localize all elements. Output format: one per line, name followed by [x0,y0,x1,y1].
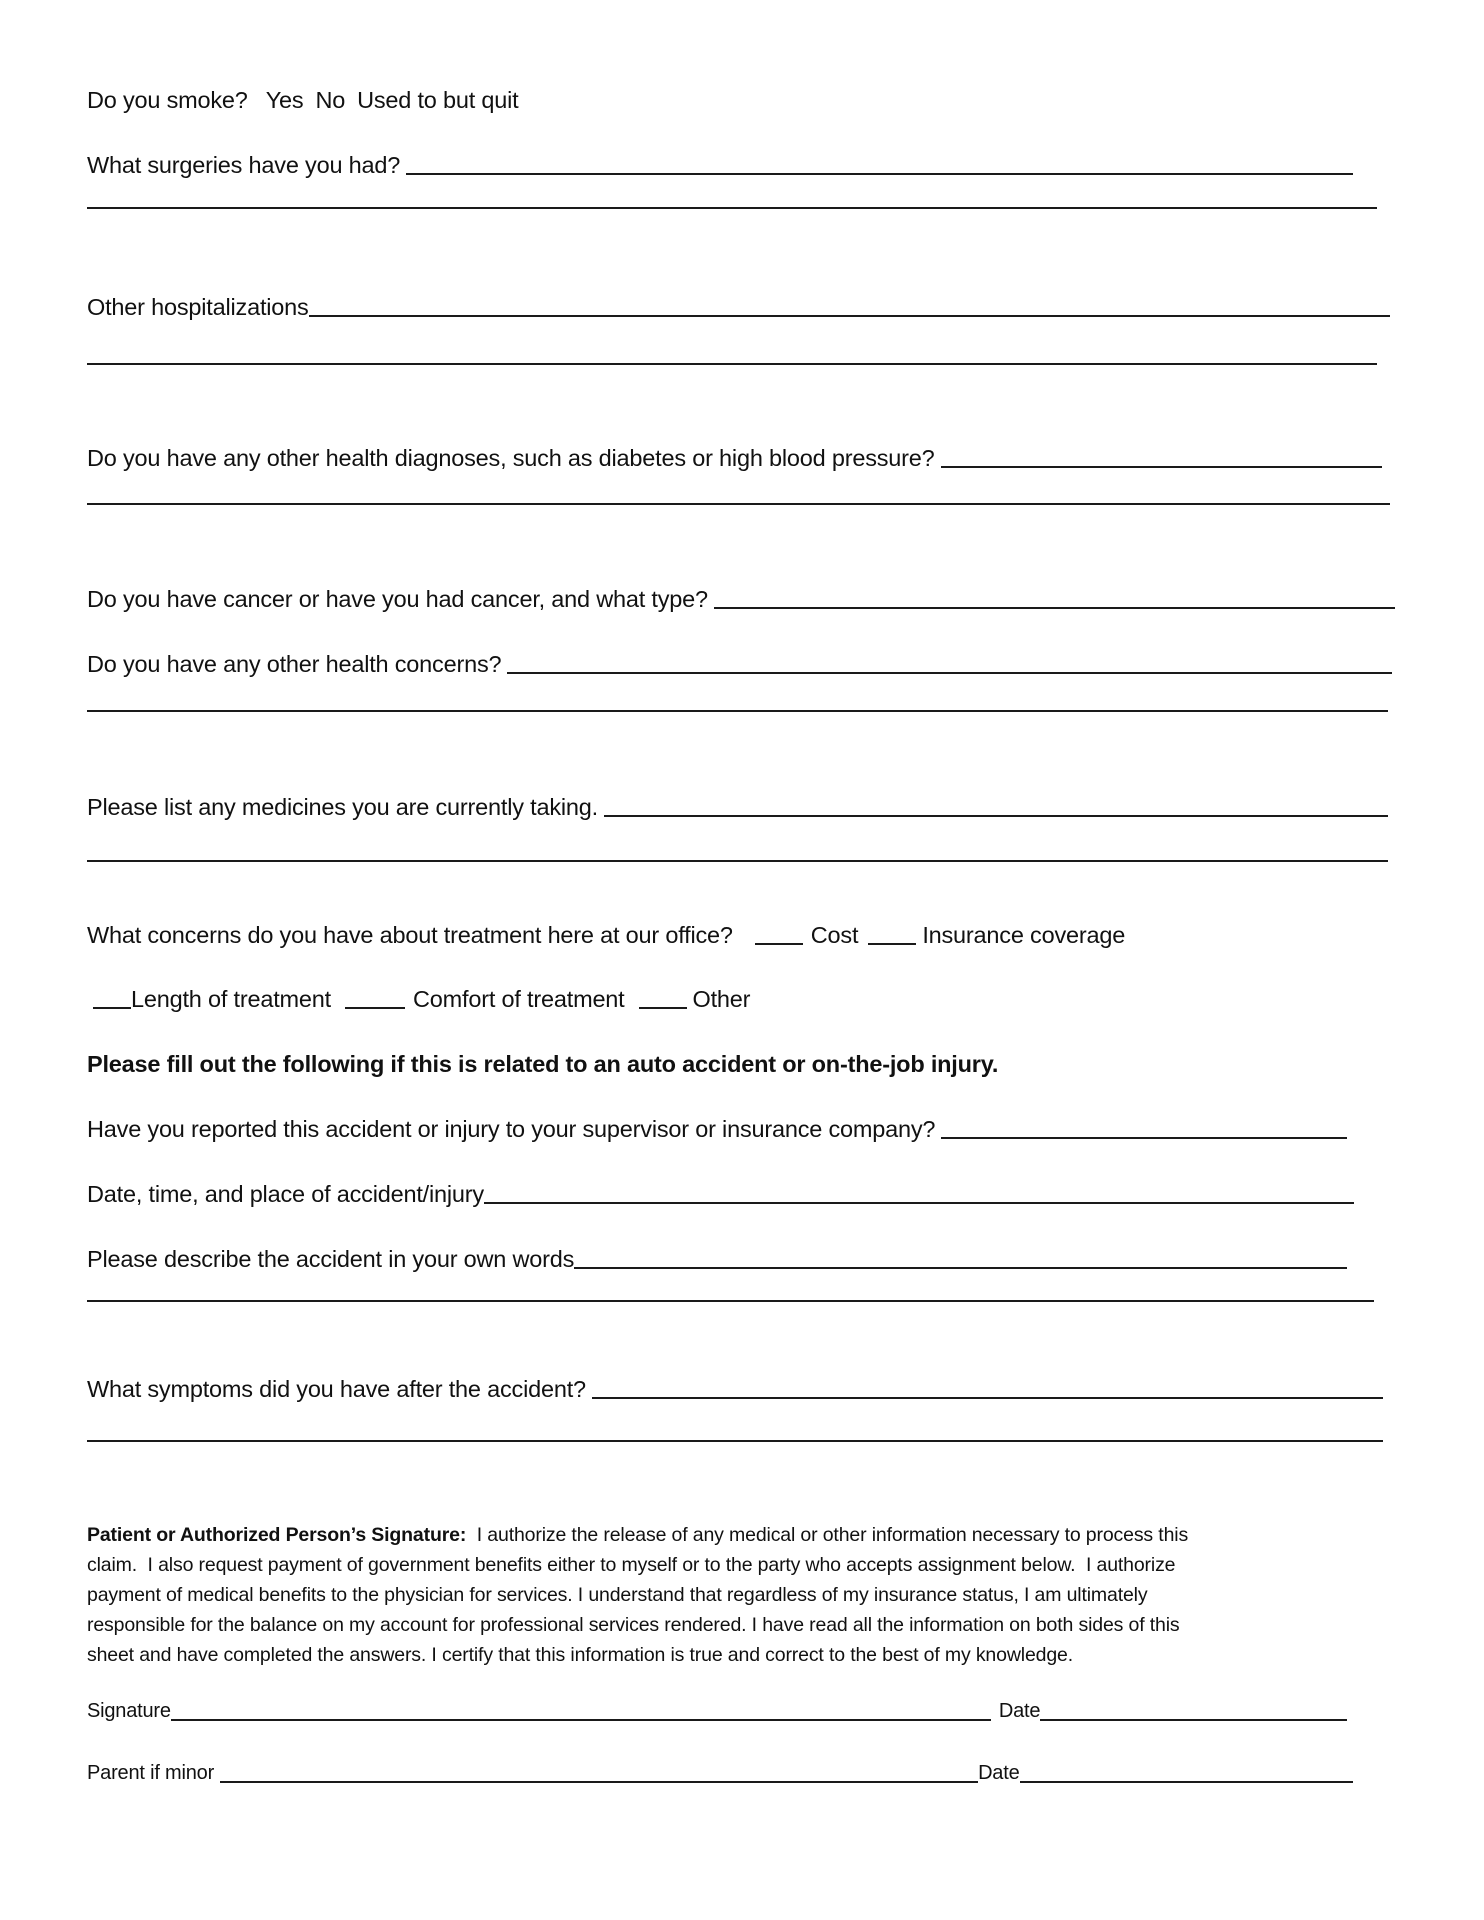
cost-check-line[interactable] [755,943,803,945]
cancer-label: Do you have cancer or have you had cancer, and what type? [87,586,708,612]
health-concerns-extra-line-row [87,710,1388,716]
comfort-check-line[interactable] [345,1007,405,1009]
parent-date-input-line[interactable] [1020,1781,1353,1783]
diagnoses-field [87,444,1382,472]
length-of-treatment-option: Length of treatment [131,986,332,1012]
medicines-field [87,793,1388,821]
date-place-label: Date, time, and place of accident/injury [87,1181,484,1207]
medicines-extra-line-row [87,860,1388,866]
smoke-label: Do you smoke? [87,87,248,113]
authorization-line-5: sheet and have completed the answers. I certify that this information is true and correct to the best of my knowledge. [87,1644,1073,1666]
signature-label: Signature [87,1700,171,1722]
diagnoses-label: Do you have any other health diagnoses, such as diabetes or high blood pressure? [87,445,935,471]
hospitalizations-field [87,293,1390,321]
health-concerns-field [87,650,1392,678]
surgeries-field [87,151,1353,179]
date-place-input-line[interactable] [484,1202,1354,1204]
hospitalizations-input-line[interactable] [309,315,1390,317]
hospitalizations-input-line-2[interactable] [87,363,1377,365]
cancer-field [87,585,1395,613]
authorization-line-1 [87,1520,1392,1550]
health-concerns-label: Do you have any other health concerns? [87,651,502,677]
accident-section-heading [87,1050,998,1078]
smoke-option-quit[interactable]: Used to but quit [357,87,519,113]
signature-date-input-line[interactable] [1040,1719,1347,1721]
symptoms-label: What symptoms did you have after the accident? [87,1376,586,1402]
treatment-concerns-row-2 [93,985,750,1013]
describe-input-line-2[interactable] [87,1300,1374,1302]
describe-input-line[interactable] [574,1267,1347,1269]
surgeries-input-line-2[interactable] [87,207,1377,209]
authorization-paragraph [87,1520,1392,1670]
surgeries-extra-line-row [87,207,1377,213]
other-check-line[interactable] [639,1007,687,1009]
parent-date-label: Date [978,1762,1020,1784]
symptoms-extra-line-row [87,1440,1383,1446]
authorization-line-4: responsible for the balance on my account for professional services rendered. I have read all the information on both sides of this [87,1614,1180,1636]
length-check-line[interactable] [93,1007,131,1009]
comfort-of-treatment-option: Comfort of treatment [413,986,625,1012]
treatment-concerns-label: What concerns do you have about treatment here at our office? [87,922,733,948]
symptoms-field [87,1375,1383,1403]
cancer-input-line[interactable] [714,607,1395,609]
reported-label: Have you reported this accident or injury to your supervisor or insurance company? [87,1116,936,1142]
diagnoses-input-line[interactable] [941,466,1382,468]
other-option: Other [692,986,751,1012]
diagnoses-extra-line-row [87,503,1390,509]
health-concerns-input-line[interactable] [507,672,1392,674]
smoke-option-yes[interactable]: Yes [265,87,304,113]
describe-extra-line-row [87,1300,1374,1306]
describe-field [87,1245,1347,1273]
hospitalizations-label: Other hospitalizations [87,294,309,320]
insurance-check-line[interactable] [868,943,916,945]
medicines-input-line-2[interactable] [87,860,1388,862]
parent-label: Parent if minor [87,1762,215,1784]
hospitalizations-extra-line-row [87,363,1377,369]
accident-heading-text: Please fill out the following if this is related to an auto accident or on-the-job injury. [87,1051,999,1077]
health-concerns-input-line-2[interactable] [87,710,1388,712]
parent-input-line[interactable] [220,1781,978,1783]
reported-input-line[interactable] [941,1137,1347,1139]
authorization-title: Patient or Authorized Person’s Signature: [87,1524,467,1546]
date-place-field [87,1180,1354,1208]
surgeries-label: What surgeries have you had? [87,152,401,178]
signature-input-line[interactable] [171,1719,991,1721]
authorization-line-2: claim. I also request payment of government benefits either to myself or to the party who accepts assignment below. I authorize [87,1554,1176,1576]
smoke-question [87,86,518,114]
treatment-concerns-row-1 [87,921,1125,949]
medicines-input-line[interactable] [604,815,1388,817]
authorization-text-1: I authorize the release of any medical or other information necessary to process this [476,1524,1189,1546]
surgeries-input-line[interactable] [406,173,1353,175]
insurance-coverage-option: Insurance coverage [922,922,1126,948]
smoke-option-no[interactable]: No [315,87,346,113]
symptoms-input-line[interactable] [592,1397,1383,1399]
signature-row [87,1697,1347,1725]
signature-date-label: Date [998,1700,1041,1722]
authorization-line-3: payment of medical benefits to the physician for services. I understand that regardless of my insurance status, I am ultimately [87,1584,1148,1606]
reported-field [87,1115,1347,1143]
cost-option: Cost [810,922,859,948]
symptoms-input-line-2[interactable] [87,1440,1383,1442]
diagnoses-input-line-2[interactable] [87,503,1390,505]
medicines-label: Please list any medicines you are currently taking. [87,794,598,820]
parent-row [87,1759,1353,1787]
describe-label: Please describe the accident in your own words [87,1246,575,1272]
